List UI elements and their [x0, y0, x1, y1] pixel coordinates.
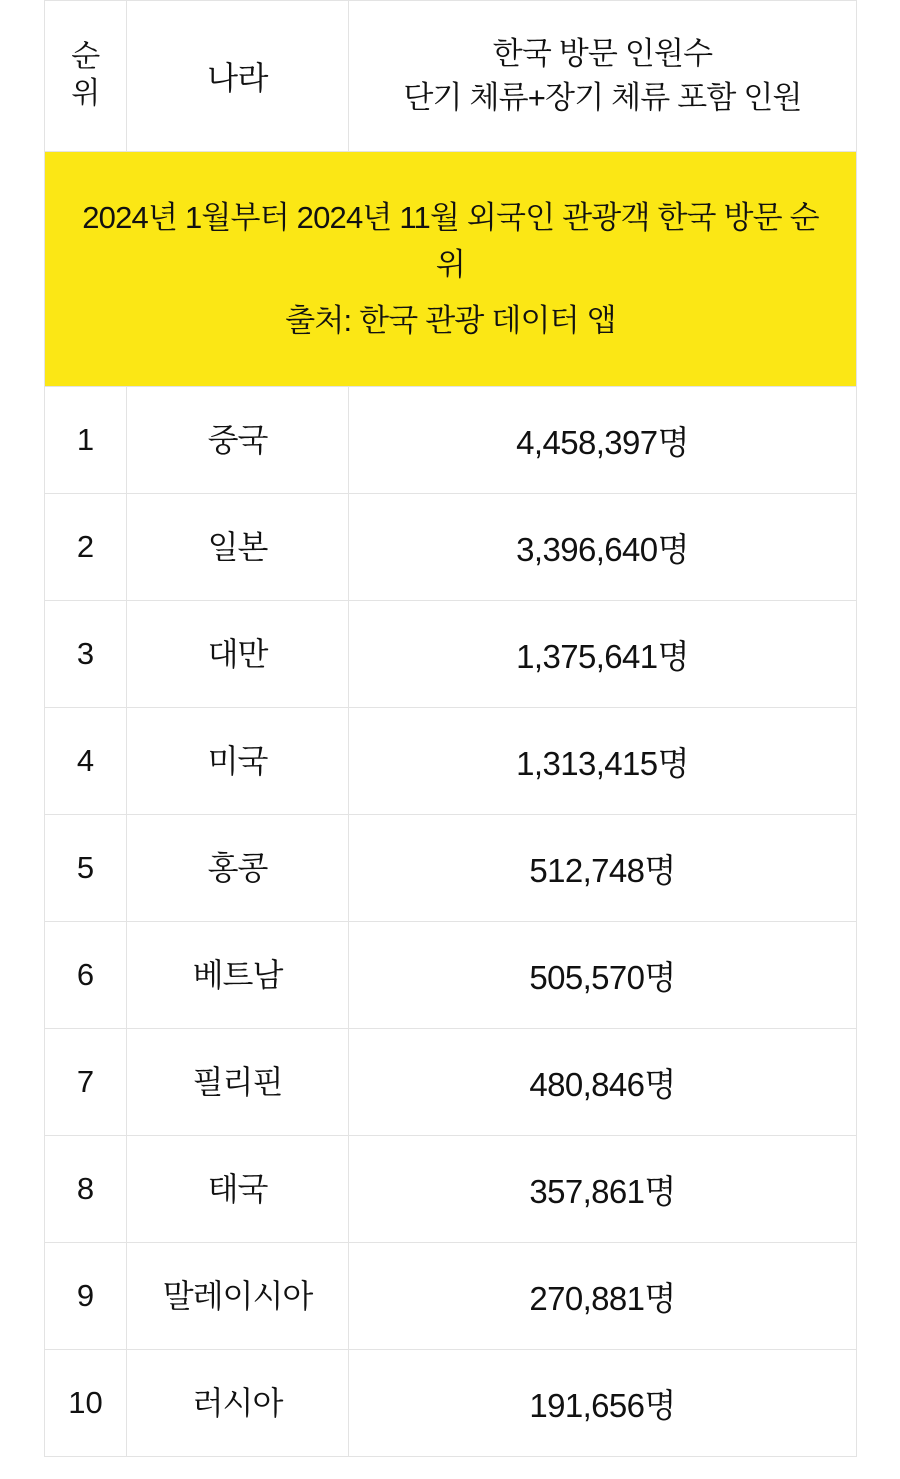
table-row — [45, 494, 857, 601]
cell-country: 러시아 — [127, 1350, 349, 1457]
cell-count: 512,748명 — [349, 815, 857, 922]
cell-count: 1,375,641명 — [349, 601, 857, 708]
cell-country: 중국 — [127, 387, 349, 494]
cell-rank: 1 — [45, 387, 127, 494]
cell-count: 270,881명 — [349, 1243, 857, 1350]
table-row — [45, 1136, 857, 1243]
table-row — [45, 1029, 857, 1136]
caption-source: 출처: 한국 관광 데이터 앱 — [285, 302, 616, 338]
cell-rank: 5 — [45, 815, 127, 922]
table-row — [45, 1243, 857, 1350]
header-rank — [45, 1, 127, 152]
cell-rank: 9 — [45, 1243, 127, 1350]
table-row — [45, 387, 857, 494]
cell-rank: 10 — [45, 1350, 127, 1457]
cell-count: 480,846명 — [349, 1029, 857, 1136]
cell-country: 베트남 — [127, 922, 349, 1029]
table-caption — [45, 152, 857, 387]
cell-count: 1,313,415명 — [349, 708, 857, 815]
cell-rank: 2 — [45, 494, 127, 601]
cell-rank: 8 — [45, 1136, 127, 1243]
cell-count: 4,458,397명 — [349, 387, 857, 494]
table-row — [45, 601, 857, 708]
cell-country: 태국 — [127, 1136, 349, 1243]
table-row — [45, 1350, 857, 1457]
header-count-line1: 한국 방문 인원수 — [492, 35, 713, 71]
cell-country: 미국 — [127, 708, 349, 815]
header-rank-line1: 순 — [71, 40, 100, 74]
table-body — [45, 152, 857, 1457]
header-count-line2: 단기 체류+장기 체류 포함 인원 — [403, 80, 802, 115]
cell-country: 일본 — [127, 494, 349, 601]
cell-country: 홍콩 — [127, 815, 349, 922]
visitor-ranking-table — [44, 0, 857, 1457]
table-row — [45, 922, 857, 1029]
cell-rank: 4 — [45, 708, 127, 815]
header-country: 나라 — [127, 1, 349, 152]
cell-count: 191,656명 — [349, 1350, 857, 1457]
cell-count: 357,861명 — [349, 1136, 857, 1243]
cell-rank: 6 — [45, 922, 127, 1029]
cell-country: 말레이시아 — [127, 1243, 349, 1350]
cell-count: 3,396,640명 — [349, 494, 857, 601]
header-rank-line2: 위 — [71, 77, 100, 110]
cell-country: 대만 — [127, 601, 349, 708]
header-count — [349, 1, 857, 152]
cell-count: 505,570명 — [349, 922, 857, 1029]
table-row — [45, 815, 857, 922]
table-row — [45, 708, 857, 815]
header-row — [45, 1, 857, 152]
caption-title: 2024년 1월부터 2024년 11월 외국인 관광객 한국 방문 순위 — [82, 200, 819, 283]
cell-country: 필리핀 — [127, 1029, 349, 1136]
caption-row — [45, 152, 857, 387]
cell-rank: 3 — [45, 601, 127, 708]
cell-rank: 7 — [45, 1029, 127, 1136]
table-header — [45, 1, 857, 152]
